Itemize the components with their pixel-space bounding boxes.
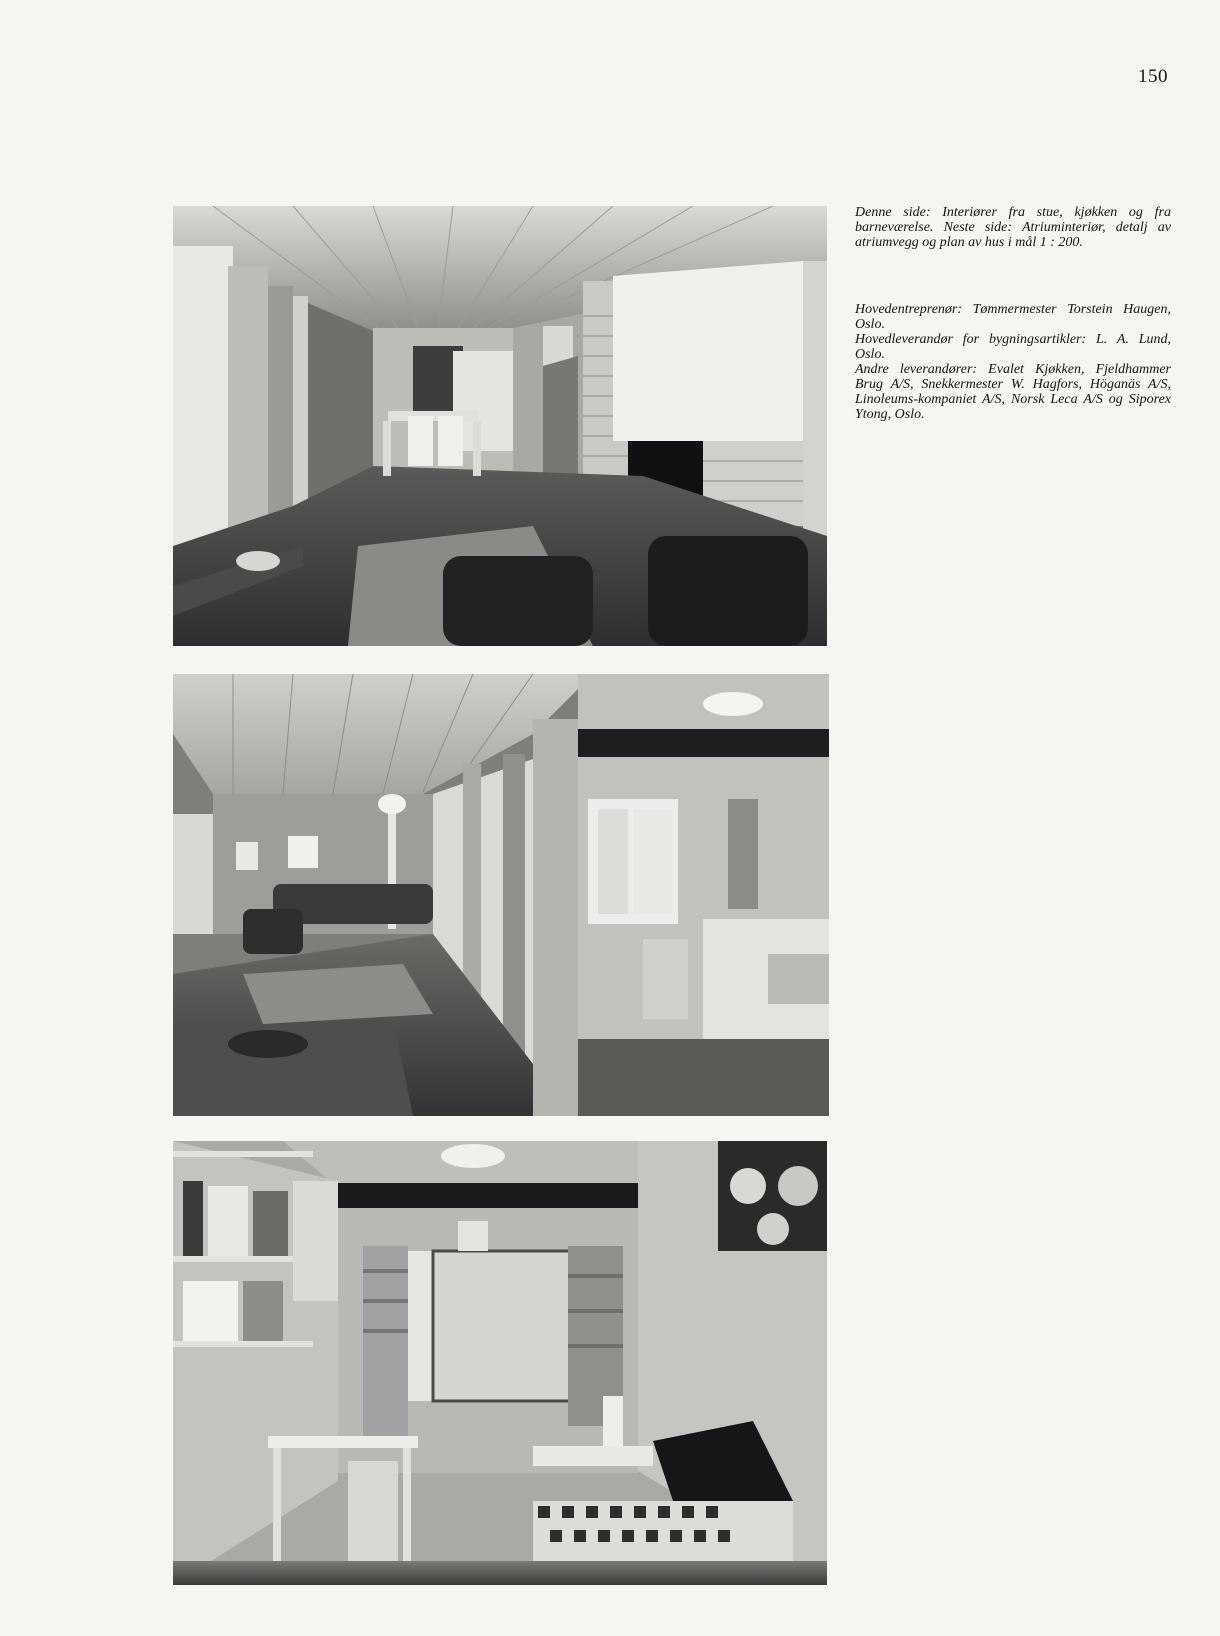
credit-other-suppliers: Andre leverandører: Evalet Kjøkken, Fjeldhammer Brug A/S, Snekkermester W. Hagfors, Höganäs A/S, Linoleums-kompaniet A/S, Norsk Leca A/S og Siporex Ytong, Oslo. [855, 362, 1171, 422]
page-number: 150 [1138, 66, 1168, 87]
photo-living-room-kitchen [173, 674, 829, 1116]
credit-main-supplier: Hovedleverandør for bygningsartikler: L. A. Lund, Oslo. [855, 332, 1171, 362]
photo-childrens-room [173, 1141, 827, 1585]
caption-credits [855, 302, 1171, 422]
photo-living-room-fireplace [173, 206, 827, 646]
credit-main-contractor: Hovedentreprenør: Tømmermester Torstein Haugen, Oslo. [855, 302, 1171, 332]
caption-description: Denne side: Interiører fra stue, kjøkken og fra barneværelse. Neste side: Atriuminteriør, detalj av atriumvegg og plan av hus i mål 1 : 200. [855, 205, 1171, 250]
